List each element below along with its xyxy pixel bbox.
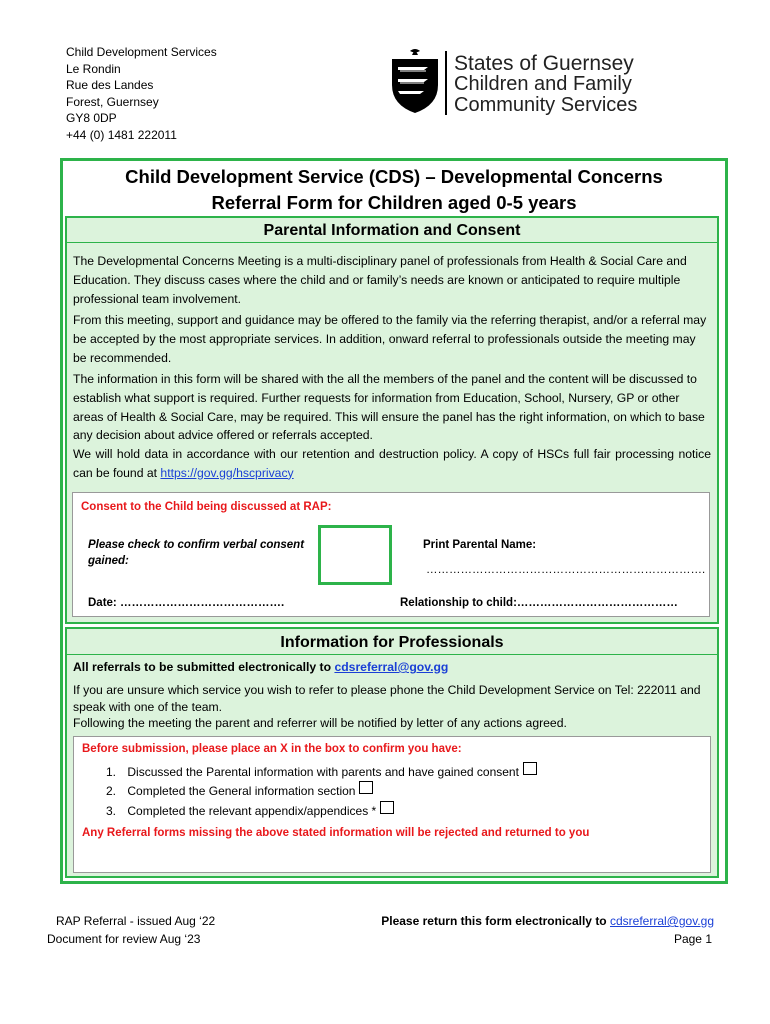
submit-email-link[interactable]: cdsreferral@gov.gg: [334, 660, 449, 674]
privacy-notice-text: We will hold data in accordance with our retention and destruction policy. A copy of HSCs full fair processing notice can be found at: [73, 447, 711, 480]
checklist-text: Discussed the Parental information with parents and have gained consent: [127, 765, 519, 779]
address-block: [66, 44, 217, 144]
print-parental-name-label: Print Parental Name:: [423, 539, 537, 551]
footer-return-text: Please return this form electronically to: [381, 914, 607, 928]
following-text: Following the meeting the parent and referrer will be notified by letter of any actions agreed.: [73, 716, 567, 730]
address-line: Le Rondin: [66, 61, 121, 76]
crest-icon: [388, 47, 442, 115]
page-number: Page 1: [673, 932, 712, 946]
form-title-line-1: Child Development Service (CDS) – Developmental Concerns: [125, 166, 663, 187]
checklist-number: 2.: [106, 784, 117, 798]
footer-return-instructions: [381, 912, 714, 930]
checklist-number: 1.: [106, 765, 117, 779]
before-submission-heading: Before submission, please place an X in the box to confirm you have:: [82, 743, 462, 755]
address-line: Forest, Guernsey: [66, 94, 159, 109]
checklist-item: [106, 781, 373, 799]
rejection-warning: Any Referral forms missing the above stated information will be rejected and returned to you: [82, 827, 590, 839]
professionals-section-heading: Information for Professionals: [67, 632, 717, 655]
parental-section-heading: Parental Information and Consent: [67, 220, 717, 243]
footer-issued: RAP Referral - issued Aug ‘22: [56, 914, 216, 928]
consent-heading: Consent to the Child being discussed at RAP:: [81, 501, 332, 513]
form-title-line-2: Referral Form for Children aged 0-5 years: [211, 192, 577, 213]
parental-paragraph-3: The information in this form will be shared with the all the members of the panel and the content will be discussed to establish what support is required. Further requests for information from Education, School, Nursery, GP or other areas of Health & Social Care, may be required. This will ensure the panel has the right information, on which to base any decision about advice offered or referrals accepted.: [73, 372, 705, 443]
form-title: [60, 164, 728, 216]
submit-text: All referrals to be submitted electronically to: [73, 660, 332, 674]
submit-instructions: [73, 658, 711, 677]
logo-text: [454, 53, 637, 116]
checklist-checkbox[interactable]: [359, 781, 373, 794]
checklist-item: [106, 762, 537, 780]
checklist-text: Completed the relevant appendix/appendices *: [127, 804, 377, 818]
unsure-text: If you are unsure which service you wish to refer to please phone the Child Development Service on Tel: 222011 and speak with one of the team.: [73, 683, 701, 714]
print-parental-name-field[interactable]: ……………………………………………………………….: [426, 564, 706, 576]
date-field[interactable]: Date: …………………………………….: [88, 597, 285, 609]
checklist-checkbox[interactable]: [380, 801, 394, 814]
address-line: Child Development Services: [66, 45, 217, 59]
footer-review: Document for review Aug ‘23: [47, 932, 201, 946]
parental-paragraph-4: [73, 445, 711, 483]
checklist-number: 3.: [106, 804, 117, 818]
verbal-consent-label: Please check to confirm verbal consent gained:: [88, 539, 305, 567]
states-of-guernsey-logo: [388, 47, 678, 121]
logo-line-1: States of Guernsey: [454, 52, 634, 75]
checklist-text: Completed the General information section: [127, 784, 356, 798]
parental-paragraph-2: From this meeting, support and guidance may be offered to the family via the referring therapist, and/or a referral may be accepted by the most appropriate services. In addition, onward referral to professionals outside the meeting may be recommended.: [73, 313, 707, 365]
address-line: Rue des Landes: [66, 78, 154, 93]
checklist-checkbox[interactable]: [523, 762, 537, 775]
address-line: GY8 0DP: [66, 111, 117, 126]
privacy-notice-link[interactable]: https://gov.gg/hscprivacy: [160, 465, 294, 480]
logo-line-2: Children and Family: [454, 73, 632, 95]
parental-paragraph-1: The Developmental Concerns Meeting is a multi-disciplinary panel of professionals from Health & Social Care and Education. They discuss cases where the child and or family’s needs are known or anticipated to require multiple professional team involvement.: [73, 254, 687, 306]
logo-divider: [445, 51, 447, 115]
footer-email-link[interactable]: cdsreferral@gov.gg: [609, 914, 714, 928]
address-line: +44 (0) 1481 222011: [66, 127, 177, 142]
verbal-consent-checkbox[interactable]: [318, 525, 392, 585]
logo-line-3: Community Services: [454, 94, 638, 116]
checklist-item: [106, 801, 394, 819]
relationship-field[interactable]: Relationship to child:……………………………………: [400, 597, 678, 609]
